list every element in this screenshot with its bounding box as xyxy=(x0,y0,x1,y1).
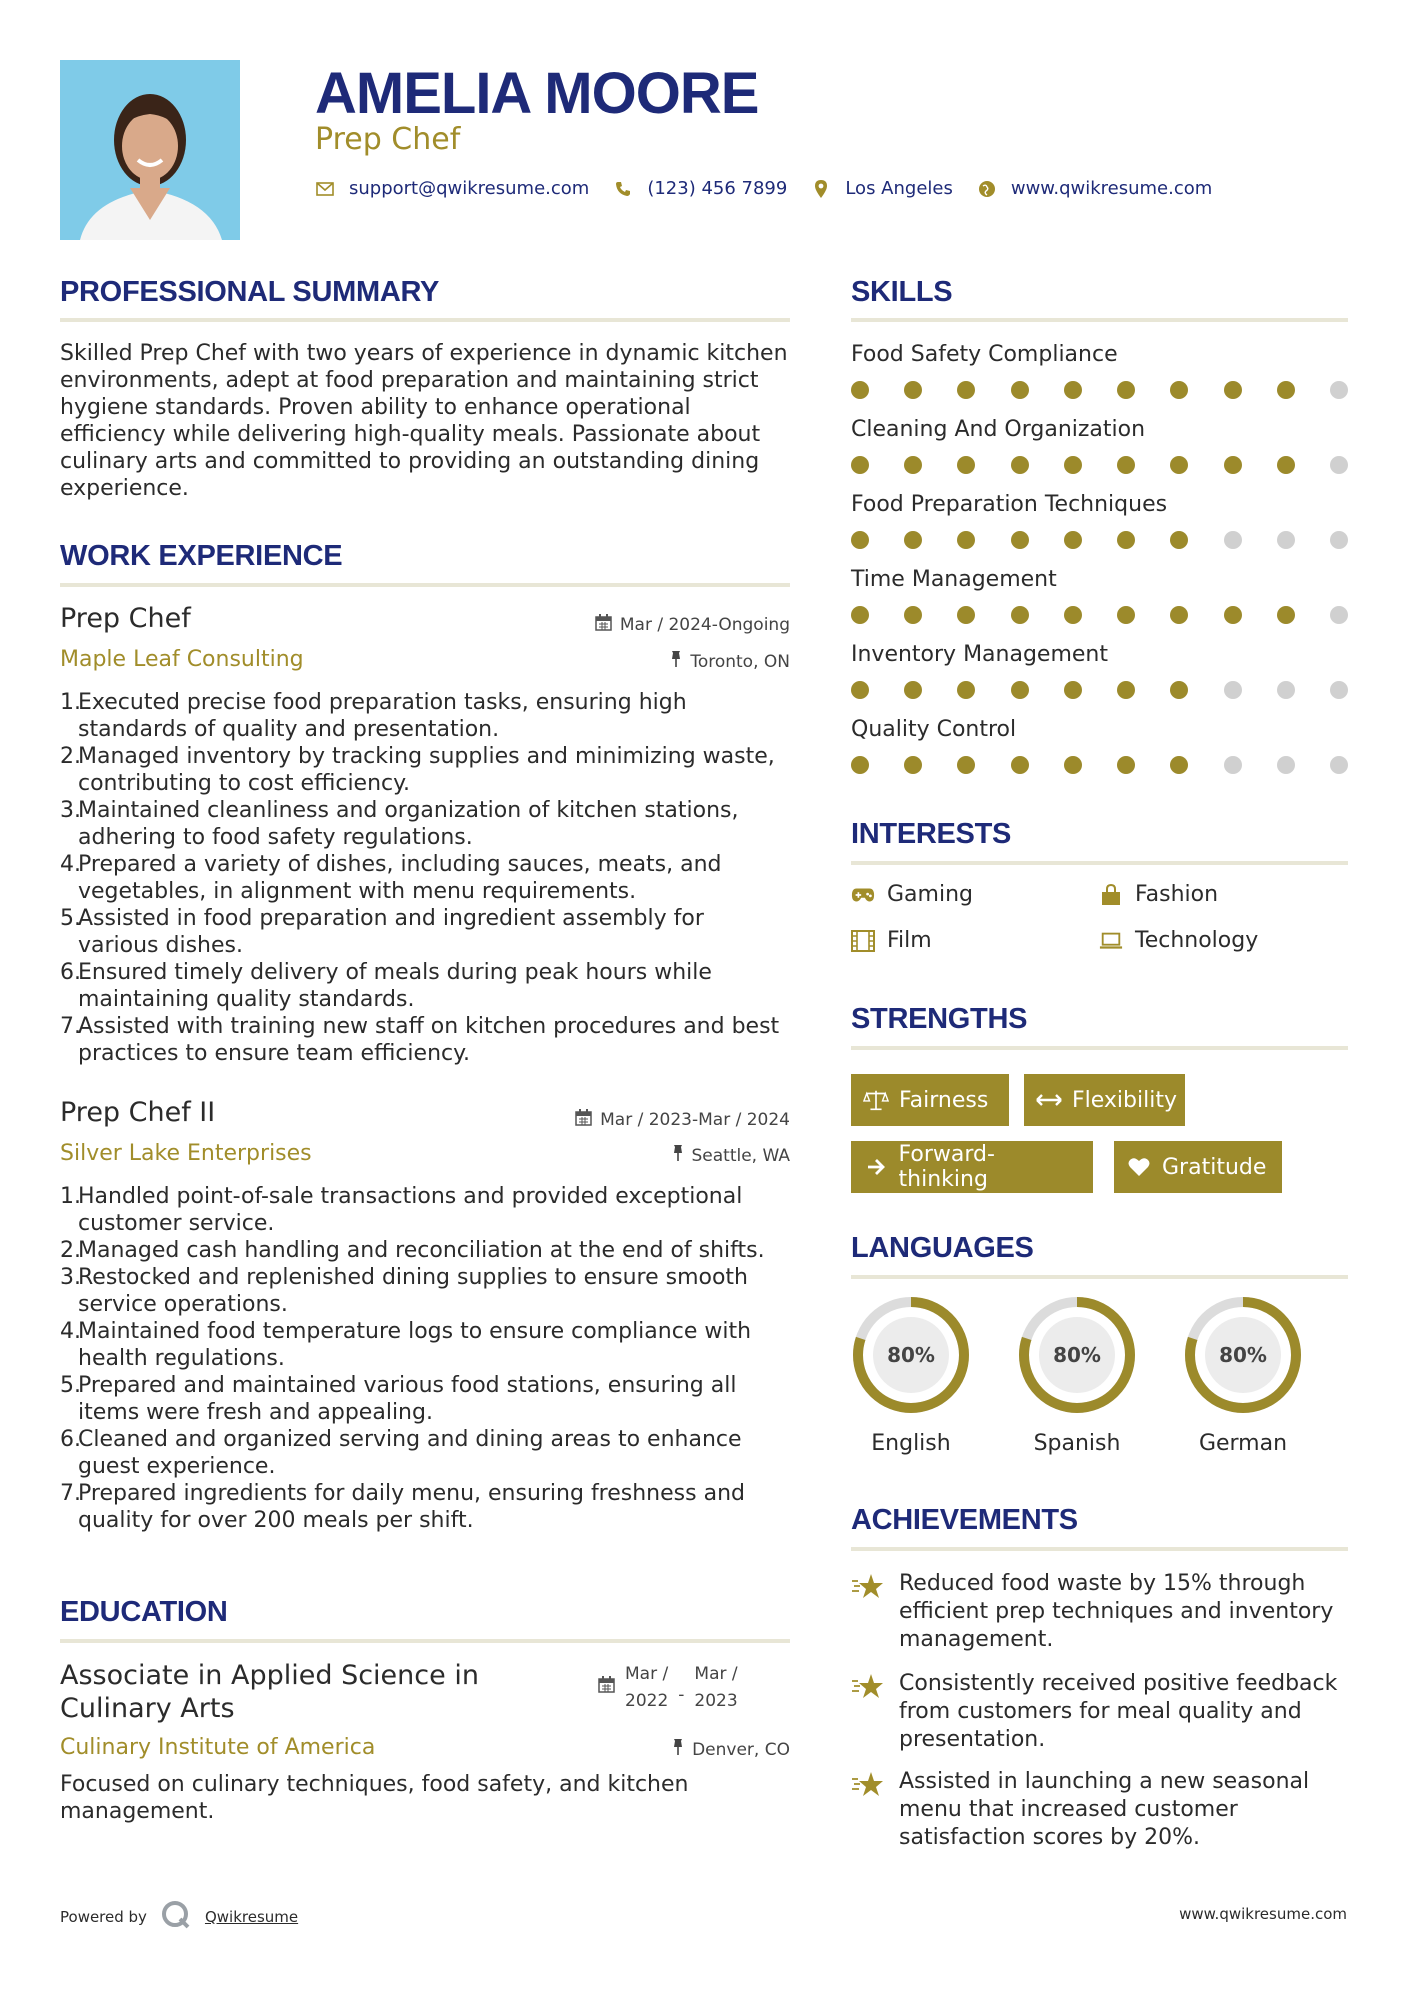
list-number: 4. xyxy=(60,852,81,877)
list-item xyxy=(60,1426,800,1480)
job-1-company: Maple Leaf Consulting xyxy=(60,647,304,672)
education-end-line: 2023 xyxy=(694,1691,738,1711)
language-percent: 80% xyxy=(887,1343,935,1367)
skill-dot-filled xyxy=(904,681,922,699)
summary-line: environments, adept at food preparation and maintaining strict xyxy=(60,368,759,393)
candidate-title: Prep Chef xyxy=(315,122,461,157)
skill-dot-filled xyxy=(1170,381,1188,399)
language-percent: 80% xyxy=(1053,1343,1101,1367)
list-number: 5. xyxy=(60,906,81,931)
job-2-role: Prep Chef II xyxy=(60,1097,216,1128)
skill-rating xyxy=(851,681,1348,699)
skill-dot-filled xyxy=(851,381,869,399)
skill-label: Food Safety Compliance xyxy=(851,342,1118,367)
skill-dot-filled xyxy=(1064,681,1082,699)
heart-icon xyxy=(1126,1154,1152,1180)
list-text: Cleaned and organized serving and dining areas to enhance xyxy=(78,1427,742,1452)
skill-dot-filled xyxy=(1011,381,1029,399)
skill-dot-empty xyxy=(1277,681,1295,699)
list-text: Managed cash handling and reconciliation at the end of shifts. xyxy=(78,1238,765,1263)
skill-dot-filled xyxy=(904,531,922,549)
education-end xyxy=(694,1661,737,1715)
achievement-line: Reduced food waste by 15% through xyxy=(899,1571,1306,1596)
skill-dot-filled xyxy=(1170,756,1188,774)
interest-fashion xyxy=(1099,882,1218,907)
strengths-divider xyxy=(851,1046,1348,1050)
calendar-icon xyxy=(575,1109,592,1131)
skill-dot-filled xyxy=(1224,606,1242,624)
summary-text xyxy=(60,340,800,502)
summary-divider xyxy=(60,318,790,322)
skill-dot-filled xyxy=(1170,681,1188,699)
work-divider xyxy=(60,583,790,587)
skill-dot-filled xyxy=(904,456,922,474)
skill-dot-empty xyxy=(1224,681,1242,699)
gamepad-icon xyxy=(851,884,875,906)
achievements-heading: ACHIEVEMENTS xyxy=(851,1504,1078,1536)
film-icon xyxy=(851,930,875,952)
list-item xyxy=(60,1372,800,1426)
list-text: Handled point-of-sale transactions and provided exceptional xyxy=(78,1184,743,1209)
strength-label: Gratitude xyxy=(1162,1154,1267,1180)
skill-dot-filled xyxy=(851,456,869,474)
skill-label: Time Management xyxy=(851,567,1057,592)
skill-dot-filled xyxy=(1011,456,1029,474)
education-description-line: Focused on culinary techniques, food safety, and kitchen xyxy=(60,1772,689,1797)
pushpin-icon xyxy=(672,1145,684,1166)
list-text: Maintained food temperature logs to ensure compliance with xyxy=(78,1319,752,1344)
skill-dot-filled xyxy=(1170,456,1188,474)
skill-rating xyxy=(851,381,1348,399)
job-2-date-text: Mar / 2023-Mar / 2024 xyxy=(600,1110,790,1130)
laptop-icon xyxy=(1099,930,1123,952)
job-2-location-text: Seattle, WA xyxy=(691,1145,790,1166)
job-2-location xyxy=(480,1145,790,1166)
education-end-line: Mar / xyxy=(694,1664,738,1684)
list-text: items were fresh and appealing. xyxy=(78,1400,433,1425)
summary-line: hygiene standards. Proven ability to enhance operational xyxy=(60,395,691,420)
list-text: Ensured timely delivery of meals during peak hours while xyxy=(78,960,712,985)
list-text: Prepared a variety of dishes, including sauces, meats, and xyxy=(78,852,722,877)
summary-line: culinary arts and committed to providing an outstanding dining xyxy=(60,449,760,474)
achievement-line: Consistently received positive feedback xyxy=(899,1671,1338,1696)
list-text: quality for over 200 meals per shift. xyxy=(78,1508,474,1533)
skill-dot-filled xyxy=(1117,531,1135,549)
list-number: 6. xyxy=(60,960,81,985)
language-proficiency-ring xyxy=(1015,1293,1139,1417)
language-item xyxy=(1015,1293,1139,1456)
achievement-line: efficient prep techniques and inventory xyxy=(899,1599,1334,1624)
list-number: 7. xyxy=(60,1481,81,1506)
contact-email-text: support@qwikresume.com xyxy=(349,178,590,199)
strength-fairness xyxy=(851,1074,1009,1126)
list-text: health regulations. xyxy=(78,1346,285,1371)
skill-dot-filled xyxy=(1011,606,1029,624)
skill-dot-filled xyxy=(1117,456,1135,474)
list-text: Executed precise food preparation tasks, ensuring high xyxy=(78,690,687,715)
list-text: Restocked and replenished dining supplies to ensure smooth xyxy=(78,1265,748,1290)
skill-dot-filled xyxy=(1064,456,1082,474)
achievement-text xyxy=(899,1768,1309,1852)
list-text: Assisted in food preparation and ingredient assembly for xyxy=(78,906,704,931)
star-icon xyxy=(851,1770,885,1800)
education-degree-line: Associate in Applied Science in xyxy=(60,1660,479,1691)
list-text: standards of quality and presentation. xyxy=(78,717,500,742)
skill-dot-filled xyxy=(1011,531,1029,549)
job-2-company: Silver Lake Enterprises xyxy=(60,1141,312,1166)
skill-dot-filled xyxy=(957,531,975,549)
skill-dot-empty xyxy=(1224,531,1242,549)
job-1-date-text: Mar / 2024-Ongoing xyxy=(619,615,790,635)
strength-label: Flexibility xyxy=(1072,1087,1177,1113)
list-text: various dishes. xyxy=(78,933,243,958)
achievement-text xyxy=(899,1570,1333,1654)
footer-powered-by xyxy=(60,1900,298,1934)
skill-dot-empty xyxy=(1224,756,1242,774)
list-number: 7. xyxy=(60,1014,81,1039)
star-icon xyxy=(851,1572,885,1602)
skill-dot-filled xyxy=(904,756,922,774)
skills-divider xyxy=(851,318,1348,322)
job-1-date xyxy=(480,614,790,636)
list-item xyxy=(60,1013,800,1067)
list-number: 3. xyxy=(60,1265,81,1290)
list-number: 2. xyxy=(60,1238,81,1263)
education-location xyxy=(480,1739,790,1760)
job-1-role: Prep Chef xyxy=(60,603,191,634)
summary-line: efficiency while delivering high-quality meals. Passionate about xyxy=(60,422,761,447)
achievement-line: presentation. xyxy=(899,1727,1046,1752)
language-item xyxy=(849,1293,973,1456)
language-name: English xyxy=(871,1431,951,1456)
skill-dot-empty xyxy=(1330,756,1348,774)
list-item xyxy=(60,851,800,905)
skill-dot-filled xyxy=(1224,381,1242,399)
star-icon xyxy=(851,1672,885,1702)
list-number: 4. xyxy=(60,1319,81,1344)
skill-rating xyxy=(851,606,1348,624)
shopping-bag-icon xyxy=(1099,884,1123,906)
interest-gaming xyxy=(851,882,973,907)
strength-forward-thinking xyxy=(851,1141,1093,1193)
language-name: German xyxy=(1198,1431,1288,1456)
education-date-dash: - xyxy=(678,1684,685,1705)
skill-dot-filled xyxy=(851,531,869,549)
list-item xyxy=(60,1480,800,1534)
skill-dot-filled xyxy=(1117,606,1135,624)
powered-by-text: Powered by xyxy=(60,1908,147,1926)
list-text: vegetables, in alignment with menu requirements. xyxy=(78,879,637,904)
list-number: 1. xyxy=(60,690,81,715)
skill-dot-filled xyxy=(1277,456,1295,474)
skill-dot-filled xyxy=(1170,606,1188,624)
map-marker-icon xyxy=(811,179,831,199)
education-start xyxy=(625,1661,668,1715)
contact-website[interactable] xyxy=(977,178,1212,199)
list-text: Managed inventory by tracking supplies and minimizing waste, xyxy=(78,744,775,769)
list-item xyxy=(60,959,800,1013)
skill-rating xyxy=(851,531,1348,549)
footer-website[interactable]: www.qwikresume.com xyxy=(1179,1905,1347,1923)
job-1-location-text: Toronto, ON xyxy=(690,651,790,672)
education-dates xyxy=(598,1661,738,1715)
list-item xyxy=(60,1264,800,1318)
education-description xyxy=(60,1771,800,1825)
education-heading: EDUCATION xyxy=(60,1596,228,1628)
contact-website-text: www.qwikresume.com xyxy=(1010,178,1213,199)
skill-dot-filled xyxy=(904,606,922,624)
skill-dot-filled xyxy=(1170,531,1188,549)
contact-location xyxy=(811,178,953,199)
brand-link[interactable]: Qwikresume xyxy=(204,1908,299,1926)
achievement-line: Assisted in launching a new seasonal xyxy=(899,1769,1310,1794)
skill-dot-filled xyxy=(1064,606,1082,624)
languages-divider xyxy=(851,1275,1348,1279)
list-item xyxy=(60,1183,800,1237)
skill-dot-filled xyxy=(957,681,975,699)
education-school: Culinary Institute of America xyxy=(60,1735,376,1760)
arrows-horizontal-icon xyxy=(1036,1087,1062,1113)
calendar-icon xyxy=(595,614,612,636)
interests-heading: INTERESTS xyxy=(851,818,1012,850)
skill-dot-filled xyxy=(1117,681,1135,699)
contact-bar xyxy=(315,178,1222,199)
contact-phone-text: (123) 456 7899 xyxy=(647,178,788,199)
interest-label: Film xyxy=(887,928,932,953)
job-2-date xyxy=(480,1109,790,1131)
profile-photo xyxy=(60,60,240,240)
skill-rating xyxy=(851,756,1348,774)
language-item xyxy=(1181,1293,1305,1456)
list-item xyxy=(60,1318,800,1372)
skill-rating xyxy=(851,456,1348,474)
achievement-item xyxy=(851,1768,1351,1852)
skill-dot-filled xyxy=(1117,756,1135,774)
pushpin-icon xyxy=(672,1739,684,1760)
skill-dot-filled xyxy=(957,606,975,624)
skill-dot-empty xyxy=(1330,531,1348,549)
achievements-divider xyxy=(851,1547,1348,1551)
list-text: practices to ensure team efficiency. xyxy=(78,1041,470,1066)
strength-label: Forward-thinking xyxy=(898,1142,995,1192)
list-number: 6. xyxy=(60,1427,81,1452)
skill-dot-filled xyxy=(957,756,975,774)
language-proficiency-ring xyxy=(1181,1293,1305,1417)
summary-heading: PROFESSIONAL SUMMARY xyxy=(60,276,440,308)
list-text: customer service. xyxy=(78,1211,275,1236)
list-text: Assisted with training new staff on kitchen procedures and best xyxy=(78,1014,780,1039)
skill-dot-filled xyxy=(851,756,869,774)
achievement-text xyxy=(899,1670,1337,1754)
skill-dot-empty xyxy=(1330,381,1348,399)
job-1-location xyxy=(480,651,790,672)
strength-label: Fairness xyxy=(899,1087,989,1113)
list-text: adhering to food safety regulations. xyxy=(78,825,473,850)
work-heading: WORK EXPERIENCE xyxy=(60,540,343,572)
skill-dot-filled xyxy=(851,681,869,699)
list-text: Prepared and maintained various food stations, ensuring all xyxy=(78,1373,737,1398)
skill-dot-filled xyxy=(957,381,975,399)
achievement-line: menu that increased customer xyxy=(899,1797,1238,1822)
list-item xyxy=(60,689,800,743)
education-degree xyxy=(60,1659,479,1725)
list-text: Maintained cleanliness and organization of kitchen stations, xyxy=(78,798,739,823)
list-item xyxy=(60,1237,800,1264)
education-location-text: Denver, CO xyxy=(692,1739,790,1760)
language-name: Spanish xyxy=(1033,1431,1121,1456)
job-2-responsibilities xyxy=(60,1183,800,1534)
list-text: service operations. xyxy=(78,1292,288,1317)
list-text: Prepared ingredients for daily menu, ensuring freshness and xyxy=(78,1481,745,1506)
education-degree-line: Culinary Arts xyxy=(60,1693,235,1724)
languages-heading: LANGUAGES xyxy=(851,1232,1034,1264)
achievement-line: from customers for meal quality and xyxy=(899,1699,1302,1724)
globe-icon xyxy=(977,179,997,199)
strength-flexibility xyxy=(1024,1074,1185,1126)
skill-dot-empty xyxy=(1330,606,1348,624)
list-number: 2. xyxy=(60,744,81,769)
list-number: 1. xyxy=(60,1184,81,1209)
strength-gratitude xyxy=(1114,1141,1282,1193)
skill-dot-filled xyxy=(1224,456,1242,474)
skill-dot-filled xyxy=(1064,756,1082,774)
interest-label: Fashion xyxy=(1135,882,1219,907)
skill-dot-filled xyxy=(1011,681,1029,699)
skill-label: Food Preparation Techniques xyxy=(851,492,1168,517)
skills-heading: SKILLS xyxy=(851,276,953,308)
skill-dot-empty xyxy=(1277,756,1295,774)
skill-label: Inventory Management xyxy=(851,642,1108,667)
list-item xyxy=(60,743,800,797)
qwikresume-logo-icon xyxy=(161,1900,191,1934)
skill-dot-empty xyxy=(1277,531,1295,549)
list-item xyxy=(60,797,800,851)
pushpin-icon xyxy=(670,651,682,672)
education-description-line: management. xyxy=(60,1799,215,1824)
language-percent: 80% xyxy=(1219,1343,1267,1367)
interests-divider xyxy=(851,861,1348,865)
interest-label: Gaming xyxy=(887,882,973,907)
arrow-right-icon xyxy=(863,1154,889,1180)
education-start-line: 2022 xyxy=(625,1691,669,1711)
envelope-icon xyxy=(315,179,335,199)
skill-dot-filled xyxy=(904,381,922,399)
interest-film xyxy=(851,928,932,953)
interest-label: Technology xyxy=(1135,928,1259,953)
contact-phone[interactable] xyxy=(613,178,787,199)
achievement-item xyxy=(851,1670,1351,1754)
summary-line: experience. xyxy=(60,476,189,501)
skill-dot-filled xyxy=(1277,381,1295,399)
summary-line: Skilled Prep Chef with two years of experience in dynamic kitchen xyxy=(60,341,788,366)
list-item xyxy=(60,905,800,959)
skill-dot-filled xyxy=(1064,531,1082,549)
phone-icon xyxy=(613,179,633,199)
education-start-line: Mar / xyxy=(625,1664,669,1684)
skill-dot-empty xyxy=(1330,681,1348,699)
education-divider xyxy=(60,1639,790,1643)
list-text: maintaining quality standards. xyxy=(78,987,415,1012)
language-proficiency-ring xyxy=(849,1293,973,1417)
job-1-responsibilities xyxy=(60,689,800,1067)
candidate-name: AMELIA MOORE xyxy=(315,61,759,126)
skill-dot-filled xyxy=(1011,756,1029,774)
list-number: 3. xyxy=(60,798,81,823)
skill-dot-filled xyxy=(957,456,975,474)
list-number: 5. xyxy=(60,1373,81,1398)
achievement-line: management. xyxy=(899,1627,1054,1652)
skill-dot-filled xyxy=(1277,606,1295,624)
achievement-line: satisfaction scores by 20%. xyxy=(899,1825,1201,1850)
achievement-item xyxy=(851,1570,1351,1654)
skill-dot-empty xyxy=(1330,456,1348,474)
skill-label: Cleaning And Organization xyxy=(851,417,1146,442)
skill-dot-filled xyxy=(1117,381,1135,399)
skill-dot-filled xyxy=(851,606,869,624)
skill-label: Quality Control xyxy=(851,717,1017,742)
balance-scale-icon xyxy=(863,1087,889,1113)
strengths-heading: STRENGTHS xyxy=(851,1003,1028,1035)
skill-dot-filled xyxy=(1064,381,1082,399)
calendar-icon xyxy=(598,1675,615,1702)
list-text: guest experience. xyxy=(78,1454,276,1479)
contact-location-text: Los Angeles xyxy=(845,178,953,199)
interest-technology xyxy=(1099,928,1258,953)
contact-email[interactable] xyxy=(315,178,589,199)
list-text: contributing to cost efficiency. xyxy=(78,771,411,796)
